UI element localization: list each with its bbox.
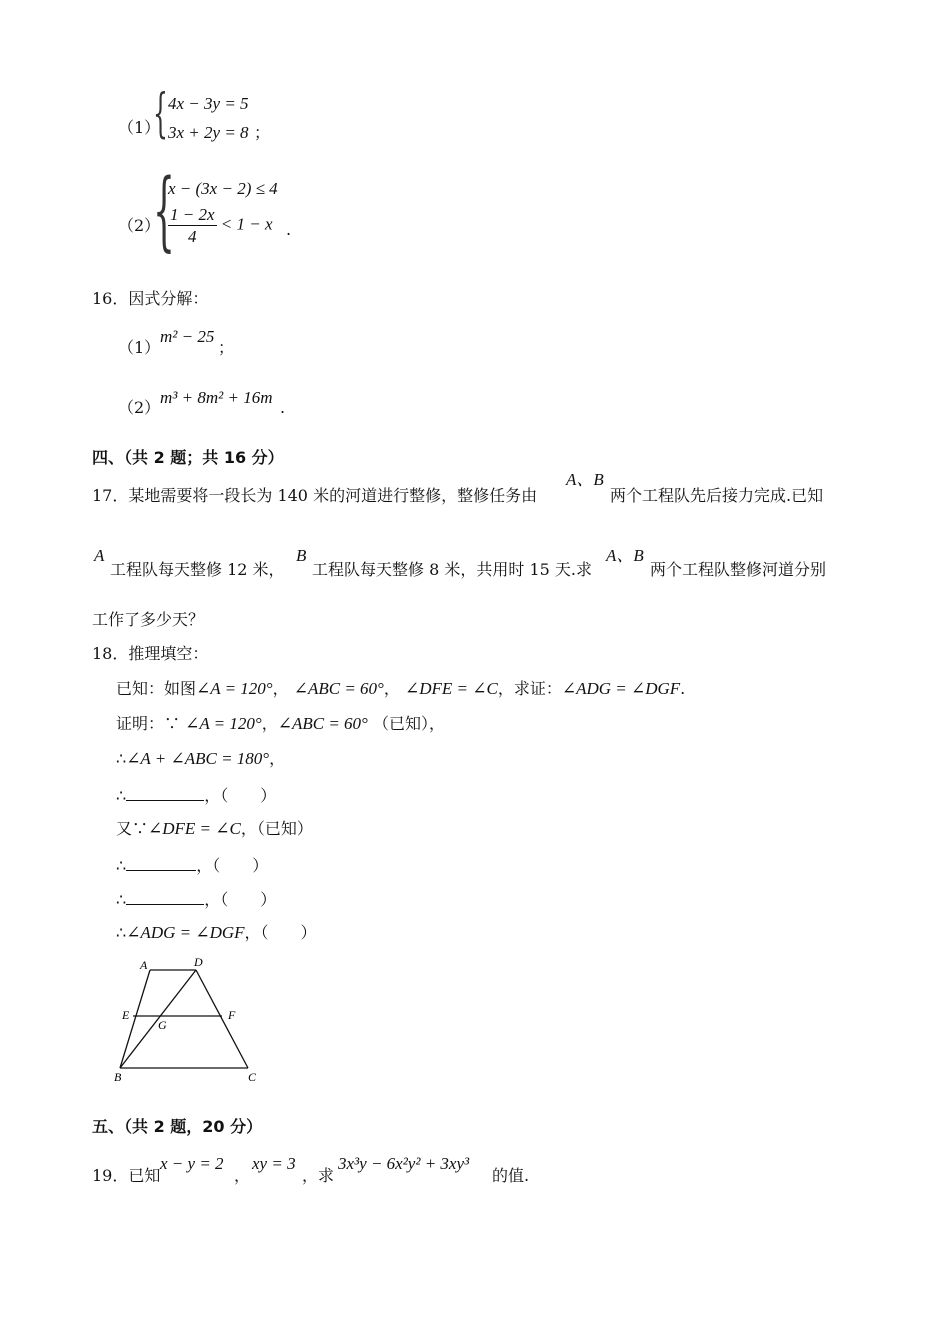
q17-ab-1: A、B bbox=[566, 470, 604, 489]
q18-given-prefix: 已知：如图 bbox=[116, 679, 197, 698]
q15-part1-label: （1） bbox=[118, 118, 161, 137]
q19-prefix: 19．已知 bbox=[92, 1166, 161, 1185]
q15-part2-fraction bbox=[168, 206, 217, 245]
label-g: G bbox=[158, 1018, 167, 1032]
q19-sep1: ， bbox=[234, 1166, 251, 1185]
q18-title: 18．推理填空： bbox=[92, 644, 209, 663]
q18-proof-math1: ∠A = 120° bbox=[185, 714, 262, 733]
q18-given-mid: ，求证： bbox=[497, 679, 562, 698]
q18-proof-prefix: 证明：∵ bbox=[116, 714, 181, 733]
q17-line2-c: 两个工程队整修河道分别 bbox=[650, 560, 827, 579]
q19-math1: x − y = 2 bbox=[160, 1154, 224, 1173]
label-b: B bbox=[114, 1070, 122, 1084]
label-a: A bbox=[140, 958, 148, 972]
q17-ab-3: A、B bbox=[606, 546, 644, 565]
q18-given-math3: ∠DFE = ∠C bbox=[404, 679, 498, 698]
q16-part2-expr: m³ + 8m² + 16m bbox=[160, 388, 273, 407]
q15-part2-ineq2 bbox=[168, 206, 273, 245]
q18-step8-reason: ，（ ） bbox=[244, 923, 317, 942]
q15-part2-brace: { bbox=[153, 161, 175, 261]
q17-a-2: A bbox=[94, 546, 105, 565]
q17-line2-a: 工程队每天整修 12 米， bbox=[110, 560, 285, 579]
q18-proof-reason: （已知）， bbox=[372, 714, 445, 733]
q18-given-sep1: ， bbox=[272, 679, 289, 698]
q18-given-sep2: ， bbox=[383, 679, 400, 698]
q18-step7 bbox=[116, 890, 276, 908]
q18-step3-math: ∠A + ∠ABC = 180° bbox=[126, 749, 270, 768]
q18-step3-end: ， bbox=[269, 749, 286, 768]
q15-part2-fraction-denominator: 4 bbox=[188, 227, 197, 246]
q18-step5-math: ∠DFE = ∠C bbox=[148, 819, 241, 838]
q18-proof-line bbox=[116, 715, 445, 732]
q15-part2-ineq1: x − (3x − 2) ≤ 4 bbox=[168, 179, 278, 198]
q18-given-math2: ∠ABC = 60° bbox=[293, 679, 384, 698]
q18-step8 bbox=[116, 924, 317, 941]
q18-proof-sep: ， bbox=[261, 714, 278, 733]
q16-part1-expr: m² − 25 bbox=[160, 327, 215, 346]
label-d: D bbox=[194, 955, 203, 969]
q18-given-line bbox=[116, 680, 685, 697]
q19-sep2: ，求 bbox=[302, 1166, 335, 1185]
q15-part2-ineq2-rest: < 1 − x bbox=[220, 214, 273, 234]
label-c: C bbox=[248, 1070, 257, 1084]
q17-line1-a: 17．某地需要将一段长为 140 米的河道进行整修，整修任务由 bbox=[92, 486, 538, 505]
q17-line3: 工作了多少天？ bbox=[92, 610, 205, 629]
q15-part2-fraction-numerator: 1 − 2x bbox=[170, 205, 215, 224]
label-f: F bbox=[228, 1008, 236, 1022]
q16-title: 16．因式分解： bbox=[92, 289, 209, 308]
segment-dc bbox=[196, 970, 248, 1068]
q18-given-math1: ∠A = 120° bbox=[196, 679, 273, 698]
q18-step8-prefix: ∴ bbox=[116, 923, 127, 942]
q18-step4-reason: ，（ ） bbox=[204, 786, 277, 805]
q17-line1-b: 两个工程队先后接力完成.已知 bbox=[610, 486, 824, 505]
section-5-heading: 五、（共 2 题，20 分） bbox=[92, 1117, 263, 1136]
q18-step3-prefix: ∴ bbox=[116, 749, 127, 768]
q19-math3: 3x³y − 6x²y² + 3xy³ bbox=[338, 1154, 470, 1173]
q19-suffix: 的值. bbox=[492, 1166, 530, 1185]
q16-part1-label: （1） bbox=[118, 338, 161, 357]
q18-given-end: . bbox=[680, 679, 686, 698]
q15-part2-end: . bbox=[286, 220, 292, 239]
q15-part1-eq1: 4x − 3y = 5 bbox=[168, 94, 249, 113]
q18-step5-reason: ，（已知） bbox=[240, 819, 313, 838]
q18-step6 bbox=[116, 856, 268, 874]
q18-step6-reason: ，（ ） bbox=[196, 856, 269, 875]
q19-math2: xy = 3 bbox=[252, 1154, 296, 1173]
section-4-heading: 四、（共 2 题；共 16 分） bbox=[92, 448, 284, 467]
q18-step4 bbox=[116, 786, 276, 804]
q18-step7-prefix: ∴ bbox=[116, 890, 127, 909]
q15-part1-eq2: 3x + 2y = 8 bbox=[168, 123, 249, 142]
q18-step6-blank[interactable] bbox=[126, 856, 196, 871]
q18-step6-prefix: ∴ bbox=[116, 856, 127, 875]
q17-line2-b: 工程队每天整修 8 米，共用时 15 天.求 bbox=[312, 560, 592, 579]
q18-step7-reason: ，（ ） bbox=[204, 890, 277, 909]
label-e: E bbox=[122, 1008, 130, 1022]
q15-part1-end: ； bbox=[254, 123, 271, 142]
q18-trapezoid-figure bbox=[108, 955, 268, 1085]
q18-given-math4: ∠ADG = ∠DGF bbox=[561, 679, 681, 698]
q15-part2-label: （2） bbox=[118, 216, 161, 235]
q18-step5 bbox=[116, 820, 313, 837]
q18-proof-math2: ∠ABC = 60° bbox=[277, 714, 368, 733]
q18-step8-math: ∠ADG = ∠DGF bbox=[126, 923, 245, 942]
q18-step3 bbox=[116, 750, 285, 767]
q16-part2-label: （2） bbox=[118, 398, 161, 417]
q16-part2-end: . bbox=[280, 398, 286, 417]
q18-step4-prefix: ∴ bbox=[116, 786, 127, 805]
q18-step5-prefix: 又∵ bbox=[116, 819, 149, 838]
q18-step7-blank[interactable] bbox=[126, 890, 204, 905]
q17-b-2: B bbox=[296, 546, 307, 565]
q18-step4-blank[interactable] bbox=[126, 786, 204, 801]
q16-part1-end: ； bbox=[218, 338, 235, 357]
q15-part1-brace: { bbox=[153, 84, 168, 144]
